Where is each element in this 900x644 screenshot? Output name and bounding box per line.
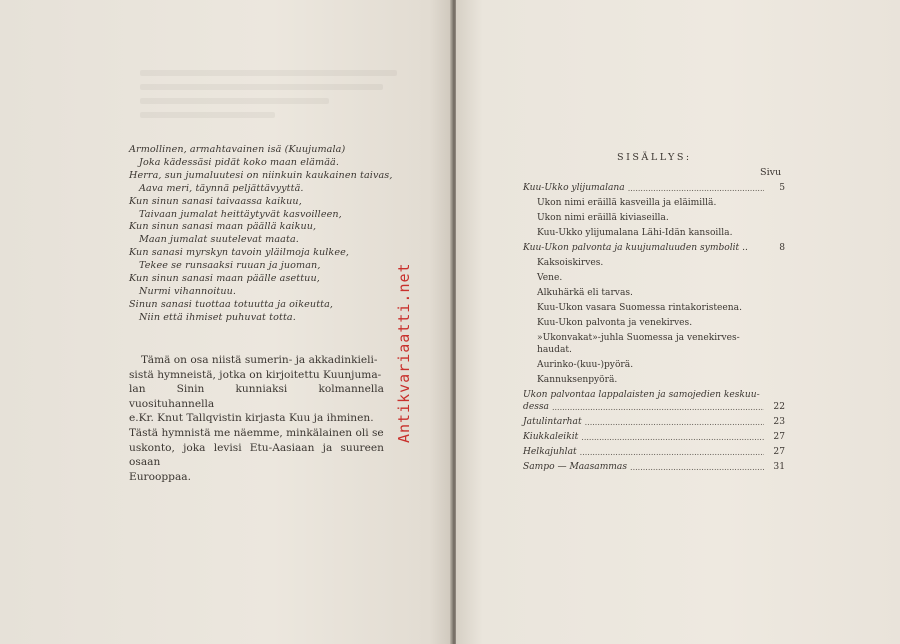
toc-subentry (523, 268, 785, 283)
hymn-poem (129, 144, 429, 325)
leader-dots (628, 184, 764, 193)
table-of-contents (523, 178, 785, 472)
leader-dots (585, 418, 764, 427)
leader-dots (552, 403, 764, 412)
toc-entry (523, 238, 785, 253)
poem-line: Niin että ihmiset puhuvat totta. (139, 311, 296, 323)
leader-dots (581, 433, 764, 442)
poem-line: Nurmi vihannoituu. (139, 285, 237, 297)
toc-entry-title: dessa (523, 402, 549, 412)
toc-entry (523, 412, 785, 427)
toc-entry-page: 5 (779, 183, 785, 193)
prose-line: Tästä hymnistä me näemme, minkälainen oli se (129, 426, 384, 439)
prose-line: Eurooppaa. (129, 470, 191, 483)
toc-subentry (523, 370, 785, 385)
poem-line: Aava meri, täynnä peljättävyyttä. (139, 182, 304, 194)
toc-subentry-title: Kaksoiskirves. (537, 258, 604, 268)
poem-line: Herra, sun jumaluutesi on niinkuin kaukainen taivas, (129, 169, 393, 181)
toc-subentry (523, 298, 785, 313)
poem-line: Kun sinun sanasi maan päälle asettuu, (129, 273, 320, 285)
toc-subentry-title: Kuu-Ukon palvonta ja venekirves. (537, 318, 693, 328)
leader-dots (630, 463, 764, 472)
page-column-label: Sivu (760, 167, 782, 178)
prose-line: uskonto, joka levisi Etu-Aasiaan ja suureen osaan (129, 441, 384, 469)
toc-entry-title: Kuu-Ukon palvonta ja kuujumaluuden symbolit .. (523, 243, 748, 253)
toc-entry (523, 457, 785, 472)
toc-entry-page: 27 (773, 447, 785, 457)
toc-subentry (523, 283, 785, 298)
poem-line: Taivaan jumalat heittäytyvät kasvoilleen, (139, 208, 342, 220)
show-through-text (140, 70, 410, 126)
toc-entry-page: 22 (773, 402, 785, 412)
toc-entry-title: Sampo — Maasammas (523, 462, 628, 472)
toc-entry-title: Helkajuhlat (523, 447, 577, 457)
toc-entry (523, 178, 785, 193)
toc-subentry-title: Kuu-Ukko ylijumalana Lähi-Idän kansoilla. (537, 228, 733, 238)
prose-line: lan Sinin kunniaksi kolmannella vuosituhannella (129, 383, 384, 410)
toc-entry-title: Jatulintarhat (523, 417, 582, 427)
poem-line: Armollinen, armahtavainen isä (Kuujumala) (129, 144, 346, 155)
toc-subentry-title: »Ukonvakat»-juhla Suomessa ja venekirves- (537, 333, 740, 343)
poem-line: Tekee se runsaaksi ruuan ja juoman, (139, 260, 321, 272)
toc-subentry-title: Ukon nimi eräillä kasveilla ja eläimillä. (537, 198, 717, 208)
toc-subentry-title: Kuu-Ukon vasara Suomessa rintakoristeena. (537, 303, 742, 313)
prose-line: Tämä on osa niistä sumerin- ja akkadinkieli- (141, 354, 378, 366)
toc-subentry (523, 313, 785, 328)
prose-line: e.Kr. Knut Tallqvistin kirjasta Kuu ja ihminen. (129, 412, 374, 425)
toc-subentry (523, 208, 785, 223)
toc-entry (523, 400, 785, 412)
toc-subentry (523, 355, 785, 370)
poem-line: Joka kädessäsi pidät koko maan elämää. (139, 156, 339, 168)
poem-line: Sinun sanasi tuottaa totuutta ja oikeutta, (129, 298, 334, 310)
leader-dots (580, 448, 764, 457)
toc-subentry (523, 223, 785, 238)
toc-subentry (523, 328, 785, 343)
toc-entry-page: 27 (773, 432, 785, 442)
toc-subentry-title: Aurinko-(kuu-)pyörä. (537, 360, 634, 370)
toc-entry-page: 23 (773, 417, 785, 427)
toc-entry-title: Kiukkaleikit (523, 432, 579, 442)
toc-subentry-title: haudat. (537, 345, 572, 355)
poem-line: Kun sinun sanasi maan päällä kaikuu, (129, 221, 317, 233)
prose-line: sistä hymneistä, jotka on kirjoitettu Kuunjuma- (129, 368, 382, 381)
toc-entry (523, 385, 785, 400)
toc-subentry (523, 343, 785, 355)
watermark-text: Antikvariaatti.net (395, 262, 413, 443)
toc-entry-page: 31 (773, 462, 785, 472)
poem-line: Kun sanasi myrskyn tavoin yläilmoja kulkee, (129, 247, 350, 259)
toc-entry-title: Ukon palvontaa lappalaisten ja samojedien keskuu- (523, 390, 760, 400)
toc-entry (523, 442, 785, 457)
prose-paragraph (129, 353, 384, 484)
toc-title: SISÄLLYS: (617, 152, 692, 163)
poem-line: Maan jumalat suutelevat maata. (139, 234, 299, 246)
toc-entry-title: Kuu-Ukko ylijumalana (523, 183, 625, 193)
toc-subentry-title: Ukon nimi eräillä kiviaseilla. (537, 213, 669, 223)
toc-subentry (523, 253, 785, 268)
poem-line: Kun sinun sanasi taivaassa kaikuu, (129, 195, 302, 207)
toc-entry (523, 427, 785, 442)
toc-entry-page: 8 (779, 243, 785, 253)
toc-subentry-title: Alkuhärkä eli tarvas. (537, 288, 633, 298)
toc-subentry-title: Vene. (537, 273, 563, 283)
toc-subentry-title: Kannuksenpyörä. (537, 375, 618, 385)
toc-subentry (523, 193, 785, 208)
